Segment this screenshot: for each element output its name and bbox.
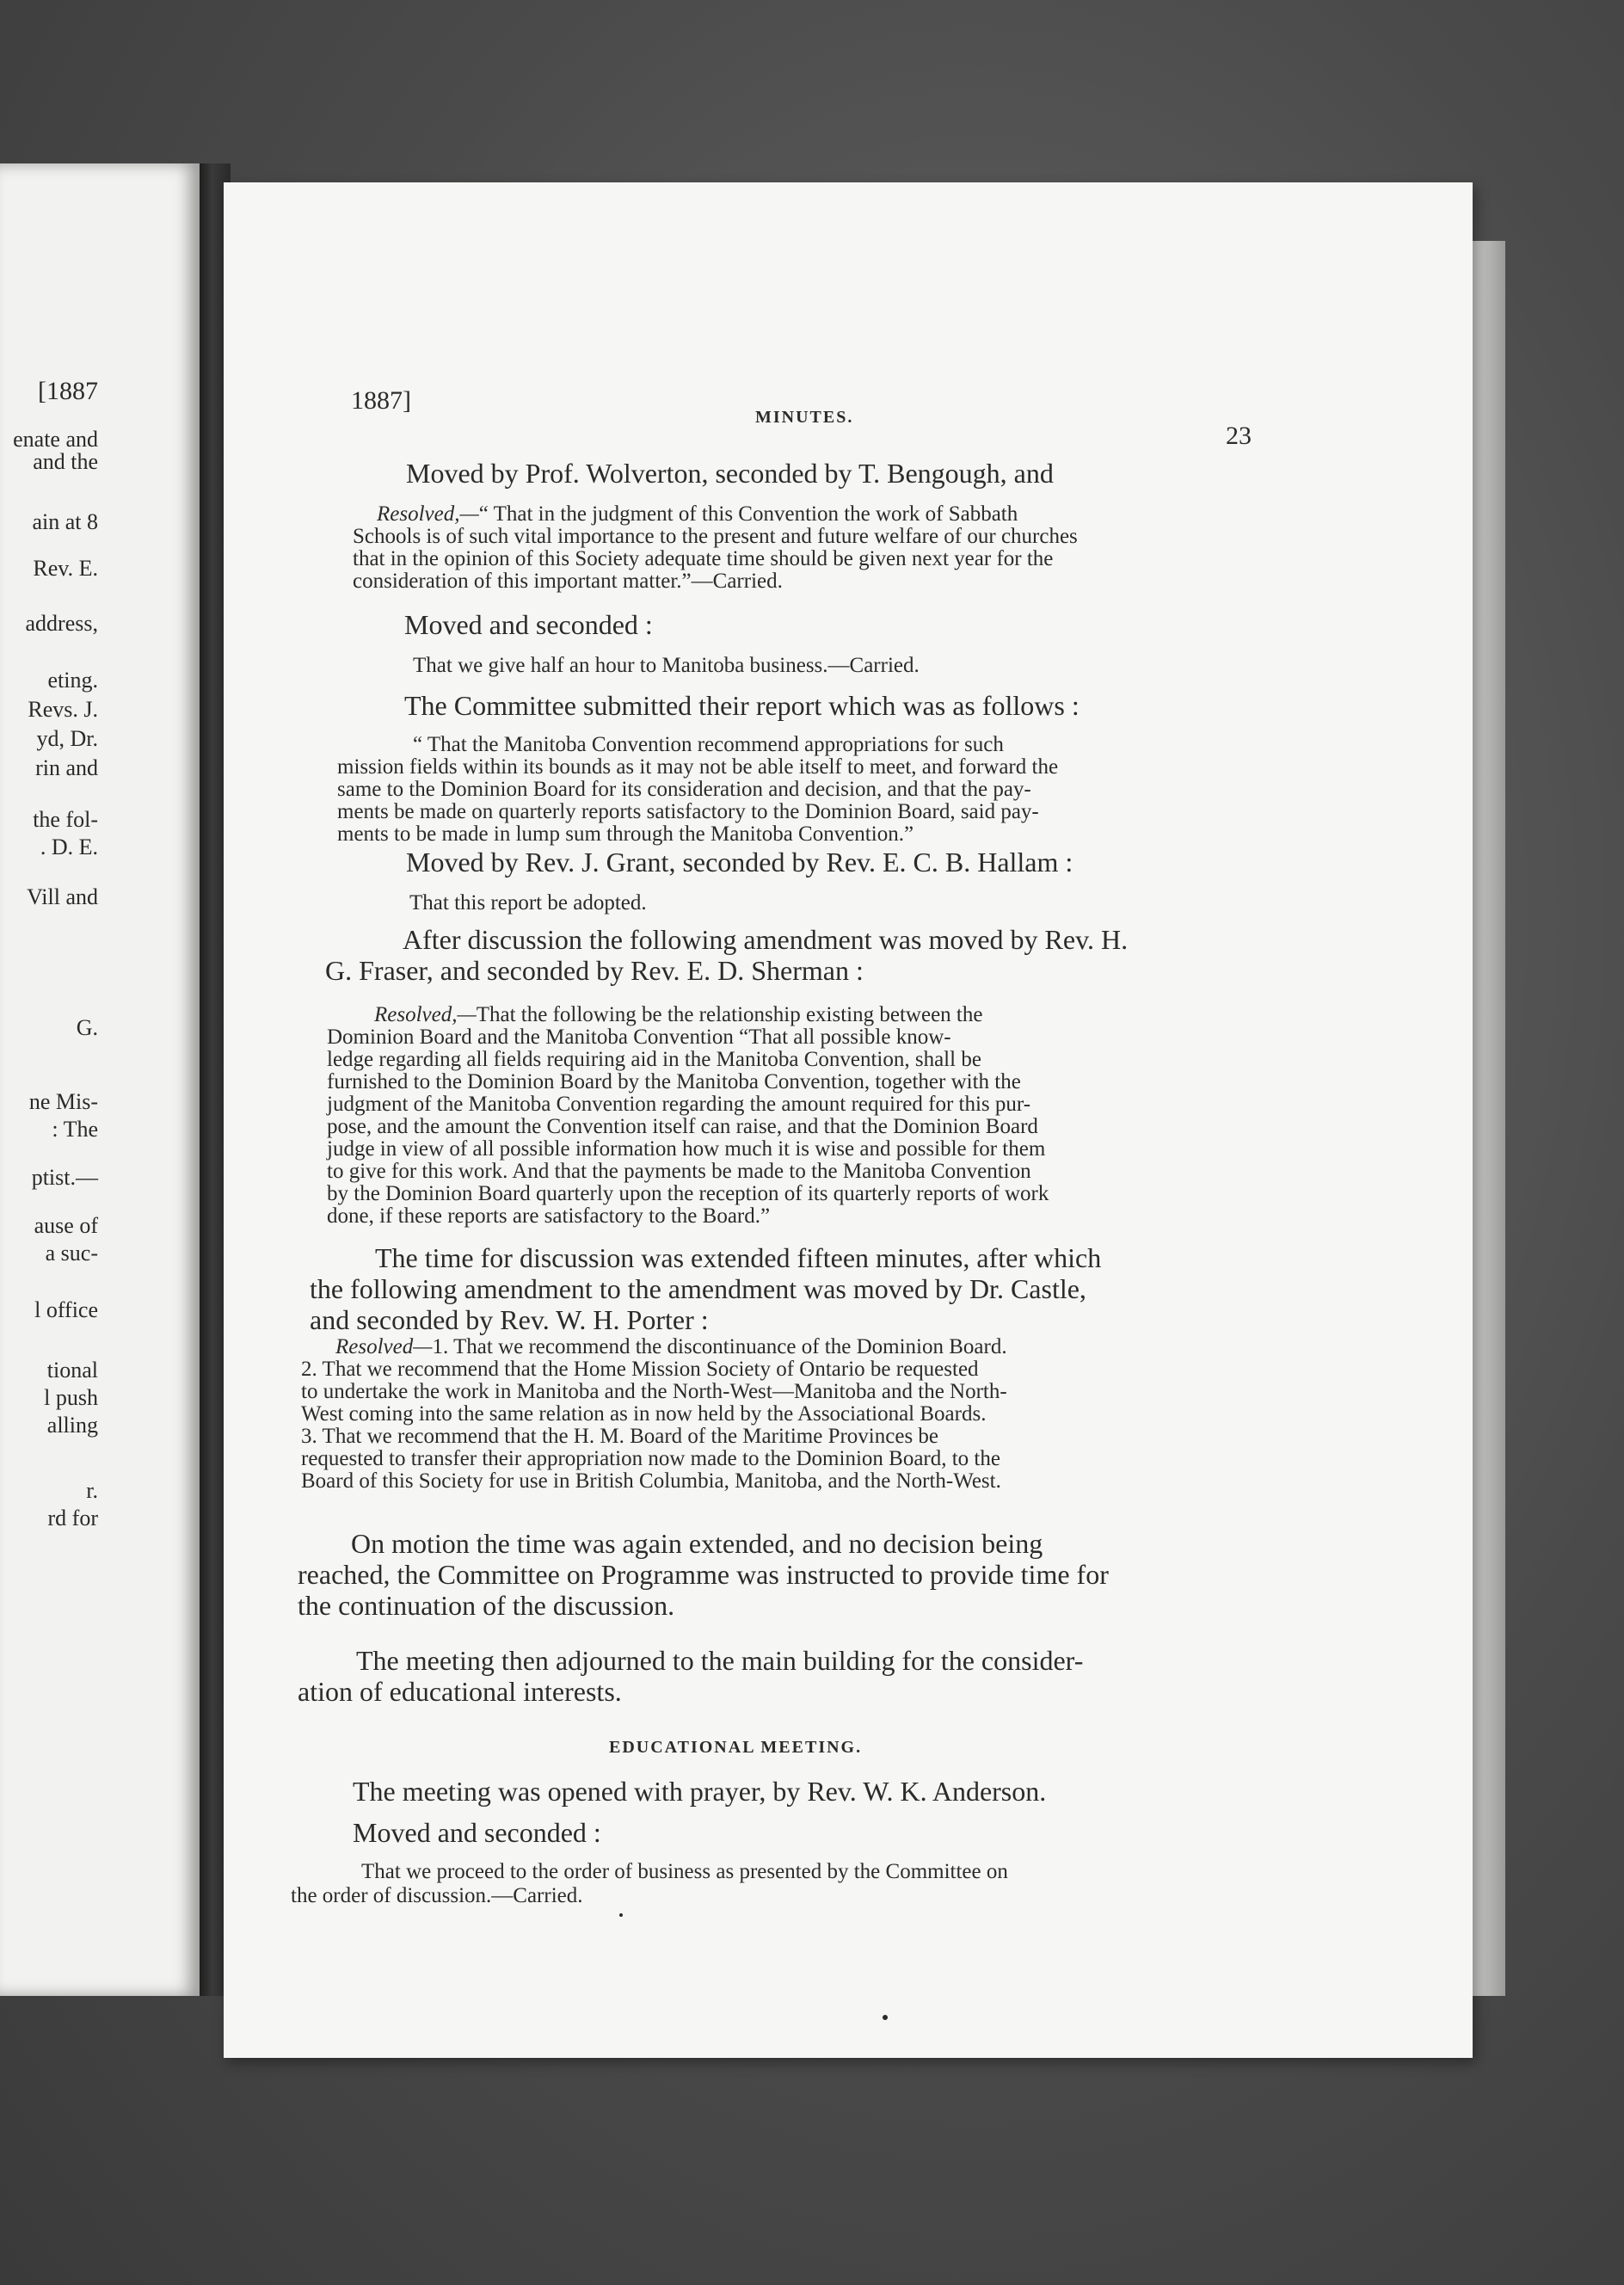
left-page-header: [1887 (38, 377, 98, 405)
resolution-line: judge in view of all possible information how much it is wise and possible for them (327, 1137, 1046, 1161)
left-page-line: rd for (47, 1506, 98, 1531)
left-page-line: r. (86, 1478, 98, 1503)
paragraph-moved-grant: Moved by Rev. J. Grant, seconded by Rev. E. C. B. Hallam : (406, 847, 1073, 878)
resolution-line: to undertake the work in Manitoba and the North-West—Manitoba and the North- (301, 1380, 1007, 1403)
left-page-line: . D. E. (40, 835, 98, 859)
resolution-line: pose, and the amount the Convention itself can raise, and that the Dominion Board (327, 1115, 1038, 1138)
left-page-line: address, (25, 611, 98, 636)
resolution-line: Resolved,—That the following be the relationship existing between the (374, 1003, 983, 1026)
left-page-line: ause of (34, 1213, 98, 1238)
motion-half-hour: That we give half an hour to Manitoba business.—Carried. (413, 654, 920, 677)
paragraph-line: and seconded by Rev. W. H. Porter : (310, 1304, 709, 1335)
paragraph-line: The meeting then adjourned to the main building for the consider- (356, 1645, 1084, 1676)
resolution-line: done, if these reports are satisfactory to the Board.” (327, 1204, 771, 1228)
report-line: “ That the Manitoba Convention recommend appropriations for such (413, 733, 1004, 756)
left-page-line: : The (52, 1117, 98, 1142)
paragraph-line: reached, the Committee on Programme was instructed to provide time for (298, 1559, 1109, 1590)
left-page-line: yd, Dr. (36, 726, 98, 751)
resolution-line: by the Dominion Board quarterly upon the reception of its quarterly reports of work (327, 1182, 1049, 1205)
motion-line: the order of discussion.—Carried. (291, 1884, 583, 1907)
left-page-line: eting. (47, 668, 98, 693)
report-line: ments to be made in lump sum through the Manitoba Convention.” (337, 822, 914, 846)
report-line: same to the Dominion Board for its consideration and decision, and that the pay- (337, 778, 1031, 801)
left-page-line: Rev. E. (33, 556, 98, 581)
left-page-line: a suc- (45, 1241, 98, 1266)
paragraph-line: ation of educational interests. (298, 1676, 622, 1707)
print-speck (619, 1913, 623, 1917)
report-line: mission fields within its bounds as it may not be able itself to meet, and forward the (337, 755, 1059, 779)
resolution-line: consideration of this important matter.”—Carried. (353, 570, 783, 593)
left-page-line: l office (34, 1297, 98, 1322)
section-heading-educational-meeting: EDUCATIONAL MEETING. (609, 1738, 863, 1757)
resolution-line: that in the opinion of this Society adequate time should be given next year for the (353, 547, 1054, 570)
resolution-line: Dominion Board and the Manitoba Convention “That all possible know- (327, 1025, 951, 1049)
paragraph-committee-report: The Committee submitted their report which was as follows : (404, 690, 1080, 721)
resolution-line: West coming into the same relation as in now held by the Associational Boards. (301, 1402, 987, 1426)
paragraph-line: G. Fraser, and seconded by Rev. E. D. Sherman : (325, 955, 864, 986)
left-page-line: tional (46, 1358, 98, 1383)
resolution-line: ledge regarding all fields requiring aid in the Manitoba Convention, shall be (327, 1048, 981, 1071)
paragraph-line: the following amendment to the amendment was moved by Dr. Castle, (310, 1273, 1086, 1304)
left-page-line: alling (46, 1413, 98, 1438)
resolution-line: Board of this Society for use in British Columbia, Manitoba, and the North-West. (301, 1469, 1001, 1493)
resolution-line: Resolved,—“ That in the judgment of this Convention the work of Sabbath (377, 502, 1018, 526)
page-number: 23 (1226, 422, 1252, 450)
paragraph-line: On motion the time was again extended, and no decision being (351, 1528, 1043, 1559)
left-page-line: G. (76, 1015, 98, 1040)
left-page-line: ne Mis- (28, 1089, 98, 1114)
left-page-line: rin and (35, 755, 98, 780)
paragraph-moved-seconded-1: Moved and seconded : (404, 609, 653, 640)
resolution-line: judgment of the Manitoba Convention regarding the amount required for this pur- (327, 1093, 1031, 1116)
resolution-line: 3. That we recommend that the H. M. Board of the Maritime Provinces be (301, 1425, 939, 1448)
paragraph-opened-prayer: The meeting was opened with prayer, by Rev. W. K. Anderson. (353, 1776, 1047, 1807)
paragraph-moved-seconded-2: Moved and seconded : (353, 1817, 601, 1848)
running-head-year: 1887] (351, 386, 411, 415)
paragraph-line: the continuation of the discussion. (298, 1590, 675, 1621)
paragraph-line: The time for discussion was extended fifteen minutes, after which (375, 1242, 1102, 1273)
right-page (224, 182, 1473, 2058)
left-page-line: ptist.— (31, 1165, 98, 1190)
report-line: ments be made on quarterly reports satisfactory to the Dominion Board, said pay- (337, 800, 1039, 823)
left-page-line: Revs. J. (28, 697, 98, 722)
left-page-line: the fol- (33, 807, 98, 832)
resolution-line: furnished to the Dominion Board by the Manitoba Convention, together with the (327, 1070, 1021, 1093)
left-page-line: l push (44, 1385, 98, 1410)
resolution-line: to give for this work. And that the payments be made to the Manitoba Convention (327, 1160, 1031, 1183)
left-page-line: ain at 8 (32, 509, 98, 534)
left-page-line: and the (33, 449, 98, 474)
left-page-fragment (0, 163, 200, 1996)
motion-line: That we proceed to the order of business as presented by the Committee on (361, 1860, 1008, 1883)
left-page-line: enate and (13, 427, 98, 452)
resolution-line: Schools is of such vital importance to the present and future welfare of our churches (353, 525, 1078, 548)
resolution-line: requested to transfer their appropriation now made to the Dominion Board, to the (301, 1447, 1000, 1470)
resolution-line: Resolved—1. That we recommend the discontinuance of the Dominion Board. (335, 1335, 1007, 1358)
paragraph-line: After discussion the following amendment was moved by Rev. H. (403, 924, 1129, 955)
left-page-line: Vill and (27, 884, 98, 909)
paragraph-moved-wolverton: Moved by Prof. Wolverton, seconded by T. Bengough, and (406, 458, 1054, 489)
running-head-title: MINUTES. (755, 408, 854, 427)
print-speck (883, 2015, 888, 2020)
resolution-line: 2. That we recommend that the Home Mission Society of Ontario be requested (301, 1358, 979, 1381)
motion-report-adopted: That this report be adopted. (409, 891, 647, 915)
